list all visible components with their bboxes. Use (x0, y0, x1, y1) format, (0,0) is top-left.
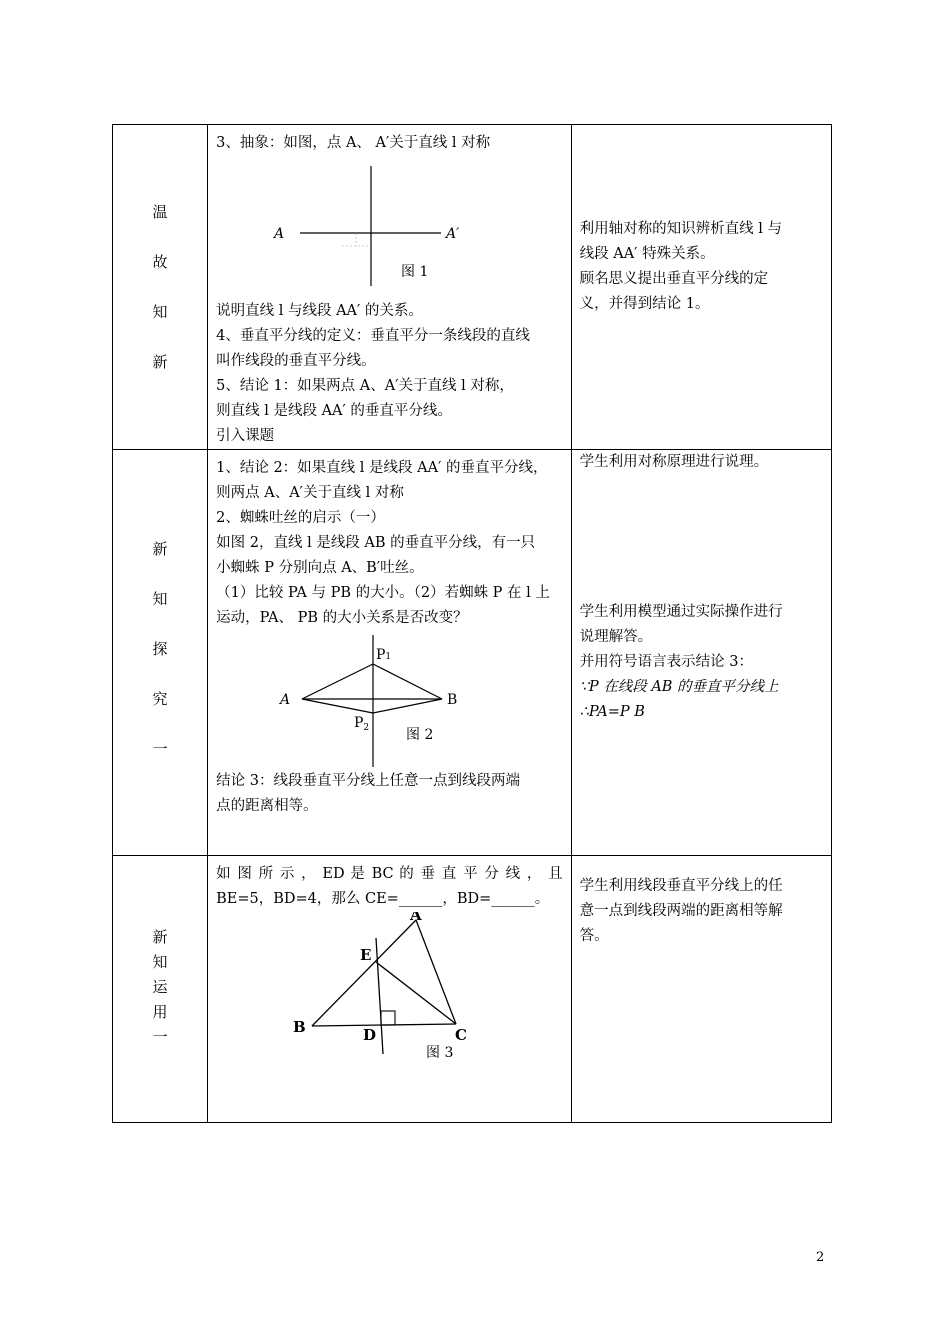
figure-2-label-p1: P1 (376, 647, 392, 663)
content-line: 结论 3：线段垂直平分线上任意一点到线段两端 (216, 773, 520, 789)
figure-3 (216, 912, 563, 1082)
note-line: 说理解答。 (579, 629, 653, 645)
figure-2-caption: 图 2 (406, 727, 434, 743)
section-title-char: 新 (152, 353, 168, 371)
content-line: 点的距离相等。 (216, 798, 318, 814)
figure-1-caption: 图 1 (401, 264, 429, 280)
note-line: 顾名思义提出垂直平分线的定 (579, 271, 769, 287)
note-line: 线段 AA′ 特殊关系。 (579, 246, 715, 262)
note-line: ∴PA=P B (579, 704, 645, 720)
content-line: 运动，PA、 PB 的大小关系是否改变？ (216, 610, 468, 626)
content-line: 如 图 所 示 ， ED 是 BC 的 垂 直 平 分 线 ， 且 (216, 866, 563, 882)
content-line: 5、结论 1：如果两点 A、A′关于直线 l 对称， (216, 378, 514, 394)
section-notes-explore (571, 450, 831, 856)
figure-3-label-c: C (455, 1026, 468, 1044)
section-title-review (113, 125, 208, 450)
content-line: 1、结论 2：如果直线 l 是线段 AA′ 的垂直平分线， (216, 460, 548, 476)
section-title-char: 故 (152, 253, 168, 271)
figure-2 (216, 631, 563, 769)
section-title-char: 知 (152, 953, 168, 971)
section-row-explore (113, 450, 832, 856)
content-line: 4、垂直平分线的定义：垂直平分一条线段的直线 (216, 328, 530, 344)
section-title-char: 新 (152, 928, 168, 946)
content-line: （1）比较 PA 与 PB 的大小。（2）若蜘蛛 P 在 l 上 (216, 585, 550, 601)
figure-1 (216, 156, 563, 299)
section-content-apply (208, 856, 572, 1123)
note-line: 学生利用线段垂直平分线上的任 (579, 878, 783, 894)
note-line: 并用符号语言表示结论 3： (579, 654, 753, 670)
content-line: 如图 2，直线 l 是线段 AB 的垂直平分线，有一只 (216, 535, 536, 551)
content-line: 则直线 l 是线段 AA′ 的垂直平分线。 (216, 403, 452, 419)
section-content-review (208, 125, 572, 450)
section-notes-review (571, 125, 831, 450)
figure-1-label-a-prime: A′ (446, 226, 460, 242)
section-row-review (113, 125, 832, 450)
content-line: 则两点 A、A′关于直线 l 对称 (216, 485, 404, 501)
section-title-char: 究 (152, 690, 168, 708)
section-title-char: 用 (152, 1003, 168, 1021)
note-line: 学生利用模型通过实际操作进行 (579, 604, 783, 620)
section-title-char: 知 (152, 303, 168, 321)
lesson-table (112, 124, 832, 1123)
content-line: 叫作线段的垂直平分线。 (216, 353, 376, 369)
section-title-char: 知 (152, 590, 168, 608)
section-title-char: 一 (152, 1028, 168, 1046)
note-line: 意一点到线段两端的距离相等解 (579, 903, 783, 919)
section-content-explore (208, 450, 572, 856)
content-line: 说明直线 l 与线段 AA′ 的关系。 (216, 303, 423, 319)
figure-3-caption: 图 3 (426, 1045, 454, 1061)
section-notes-apply (571, 856, 831, 1123)
note-line: 学生利用对称原理进行说理。 (579, 454, 769, 470)
section-title-char: 探 (152, 640, 168, 658)
figure-2-label-p2: $P_2$ (354, 715, 370, 733)
section-title-explore (113, 450, 208, 856)
figure-3-label-b: B (293, 1018, 306, 1036)
section-title-char: 温 (152, 203, 168, 221)
content-line: 引入课题 (216, 428, 275, 444)
content-line: BE=5，BD=4，那么 CE=______，BD=______。 (216, 891, 550, 907)
figure-2-label-b: B (447, 692, 458, 708)
section-title-char: 新 (152, 540, 168, 558)
content-line: 3、抽象：如图，点 A、 A′关于直线 l 对称 (216, 135, 491, 151)
note-line: 义，并得到结论 1。 (579, 296, 710, 312)
content-line: 小蜘蛛 P 分别向点 A、B′吐丝。 (216, 560, 424, 576)
note-line: 答。 (579, 928, 609, 944)
figure-1-label-a: A (274, 226, 285, 242)
section-row-apply (113, 856, 832, 1123)
figure-3-label-a: A (410, 912, 422, 924)
figure-3-label-d: D (363, 1026, 377, 1044)
figure-3-label-e: E (360, 946, 372, 964)
content-line: 2、蜘蛛吐丝的启示（一） (216, 510, 385, 526)
section-title-char: 运 (152, 978, 168, 996)
section-title-char: 一 (152, 740, 168, 758)
page-number: 2 (816, 1250, 825, 1265)
note-line: 利用轴对称的知识辨析直线 l 与 (579, 221, 782, 237)
figure-2-label-a: A (280, 692, 291, 708)
section-title-apply (113, 856, 208, 1123)
note-line: ∵P 在线段 AB 的垂直平分线上 (579, 679, 779, 695)
